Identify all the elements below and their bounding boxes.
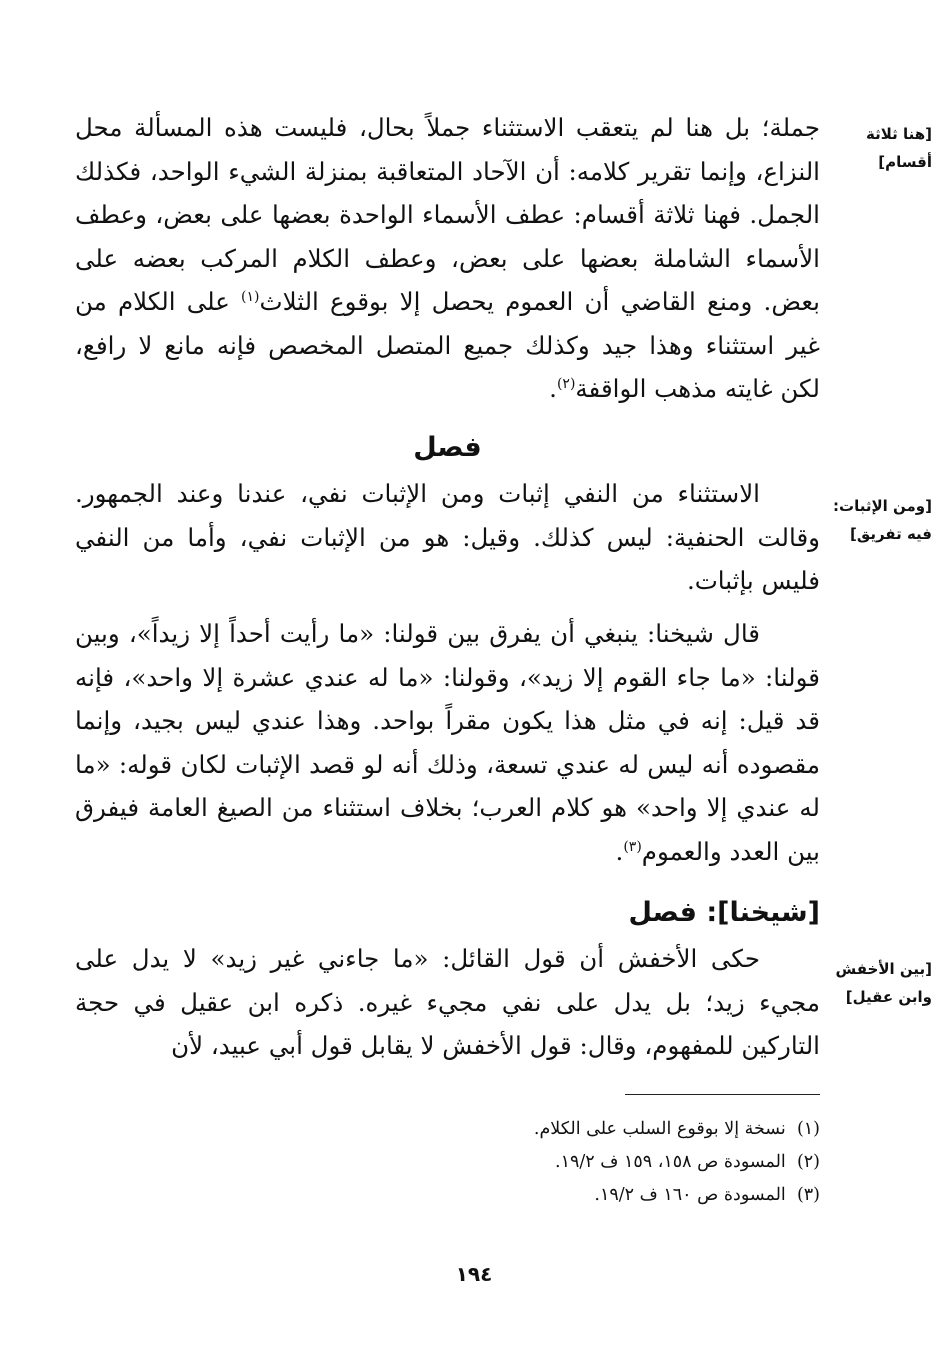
paragraph-1-part-a: جملة؛ بل هنا لم يتعقب الاستثناء جملاً بحال، فليست هذه المسألة محل النزاع، وإنما تقرير كلامه: أن الآحاد المتعاقبة بمنزلة الشيء الواحد، فكذلك الجمل. فهنا ثلاثة أقسام: عطف الأسماء الواحدة بعضها على بعض، وعطف الأسماء الشاملة بعضها على بعض، وعطف الكلام المركب بعضه على بعض. ومنع القاضي أن العموم يحصل إلا بوقوع الثلاث (75, 113, 820, 316)
footnote-number: (٢) (796, 1152, 820, 1172)
paragraph-1-text (75, 106, 820, 411)
footnote-2 (75, 1146, 820, 1179)
paragraph-2-text: الاستثناء من النفي إثبات ومن الإثبات نفي، عندنا وعند الجمهور. وقالت الحنفية: ليس كذلك. وقيل: هو من الإثبات نفي، وأما من النفي فليس بإثبات. (75, 479, 820, 595)
paragraph-3-part-b: . (615, 836, 624, 866)
section-heading-2 (75, 893, 820, 933)
section-heading-2-prefix: [شيخنا]: (696, 897, 820, 928)
section-heading-2-text (75, 893, 820, 933)
paragraph-4 (75, 937, 820, 1068)
footnote-text: المسودة ص ١٥٨، ١٥٩ ف ١٩/٢. (554, 1152, 786, 1172)
footnote-ref-3[interactable]: (٣) (623, 838, 642, 855)
section-heading-1-text: فصل (413, 432, 482, 463)
paragraph-1-part-c: . (549, 374, 557, 403)
paragraph-3-text (75, 612, 820, 873)
footnote-text: المسودة ص ١٦٠ ف ١٩/٢. (594, 1185, 786, 1205)
footnote-3 (75, 1179, 820, 1212)
margin-note-exception-difference: [ومن الإثبات: فيه تفريق] (833, 497, 932, 543)
footnotes (75, 1113, 820, 1212)
paragraph-4-text: حكى الأخفش أن قول القائل: «ما جاءني غير زيد» لا يدل على مجيء زيد؛ بل يدل على نفي مجيء غيره. ذكره ابن عقيل في حجة التاركين للمفهوم، وقال: قول الأخفش لا يقابل قول أبي عبيد، لأن (75, 944, 820, 1060)
paragraph-1 (75, 106, 820, 411)
footnote-1 (75, 1113, 820, 1146)
footnote-separator (625, 1094, 820, 1095)
paragraph-3 (75, 612, 820, 873)
footnote-text: نسخة إلا بوقوع السلب على الكلام. (533, 1119, 786, 1139)
margin-note-akhfash-ibn-aqil: [بين الأخفش وابن عقيل] (835, 960, 932, 1006)
paragraph-2 (75, 472, 820, 603)
footnote-number: (٣) (796, 1185, 820, 1205)
page-number: ١٩٤ (455, 1262, 493, 1286)
footnote-number: (١) (796, 1119, 820, 1139)
footnote-ref-1[interactable]: (١) (241, 288, 260, 305)
margin-note-three-parts: [هنا ثلاثة أقسام] (866, 125, 932, 171)
footnote-ref-2[interactable]: (٢) (556, 375, 576, 392)
paragraph-1-part-b: على الكلام من غير استثناء وهذا جيد وكذلك جميع المتصل المخصص فإنه مانع لا رافع، لكن غايته مذهب الواقفة (75, 287, 820, 403)
section-heading-1 (75, 428, 820, 468)
paragraph-3-part-a: قال شيخنا: ينبغي أن يفرق بين قولنا: «ما رأيت أحداً إلا زيداً»، وبين قولنا: «ما جاء القوم إلا زيد»، وقولنا: «ما له عندي عشرة إلا واحد»، فإنه قد قيل: إنه في مثل هذا يكون مقراً بواحد. وهذا عندي ليس بجيد، وإنما مقصوده أنه ليس له عندي تسعة، وذلك أنه لو قصد الإثبات لكان قوله: «ما له عندي إلا واحد» هو كلام العرب؛ بخلاف استثناء من الصيغ العامة فيفرق بين العدد والعموم (75, 619, 820, 866)
section-heading-2-title: فصل (628, 897, 697, 928)
